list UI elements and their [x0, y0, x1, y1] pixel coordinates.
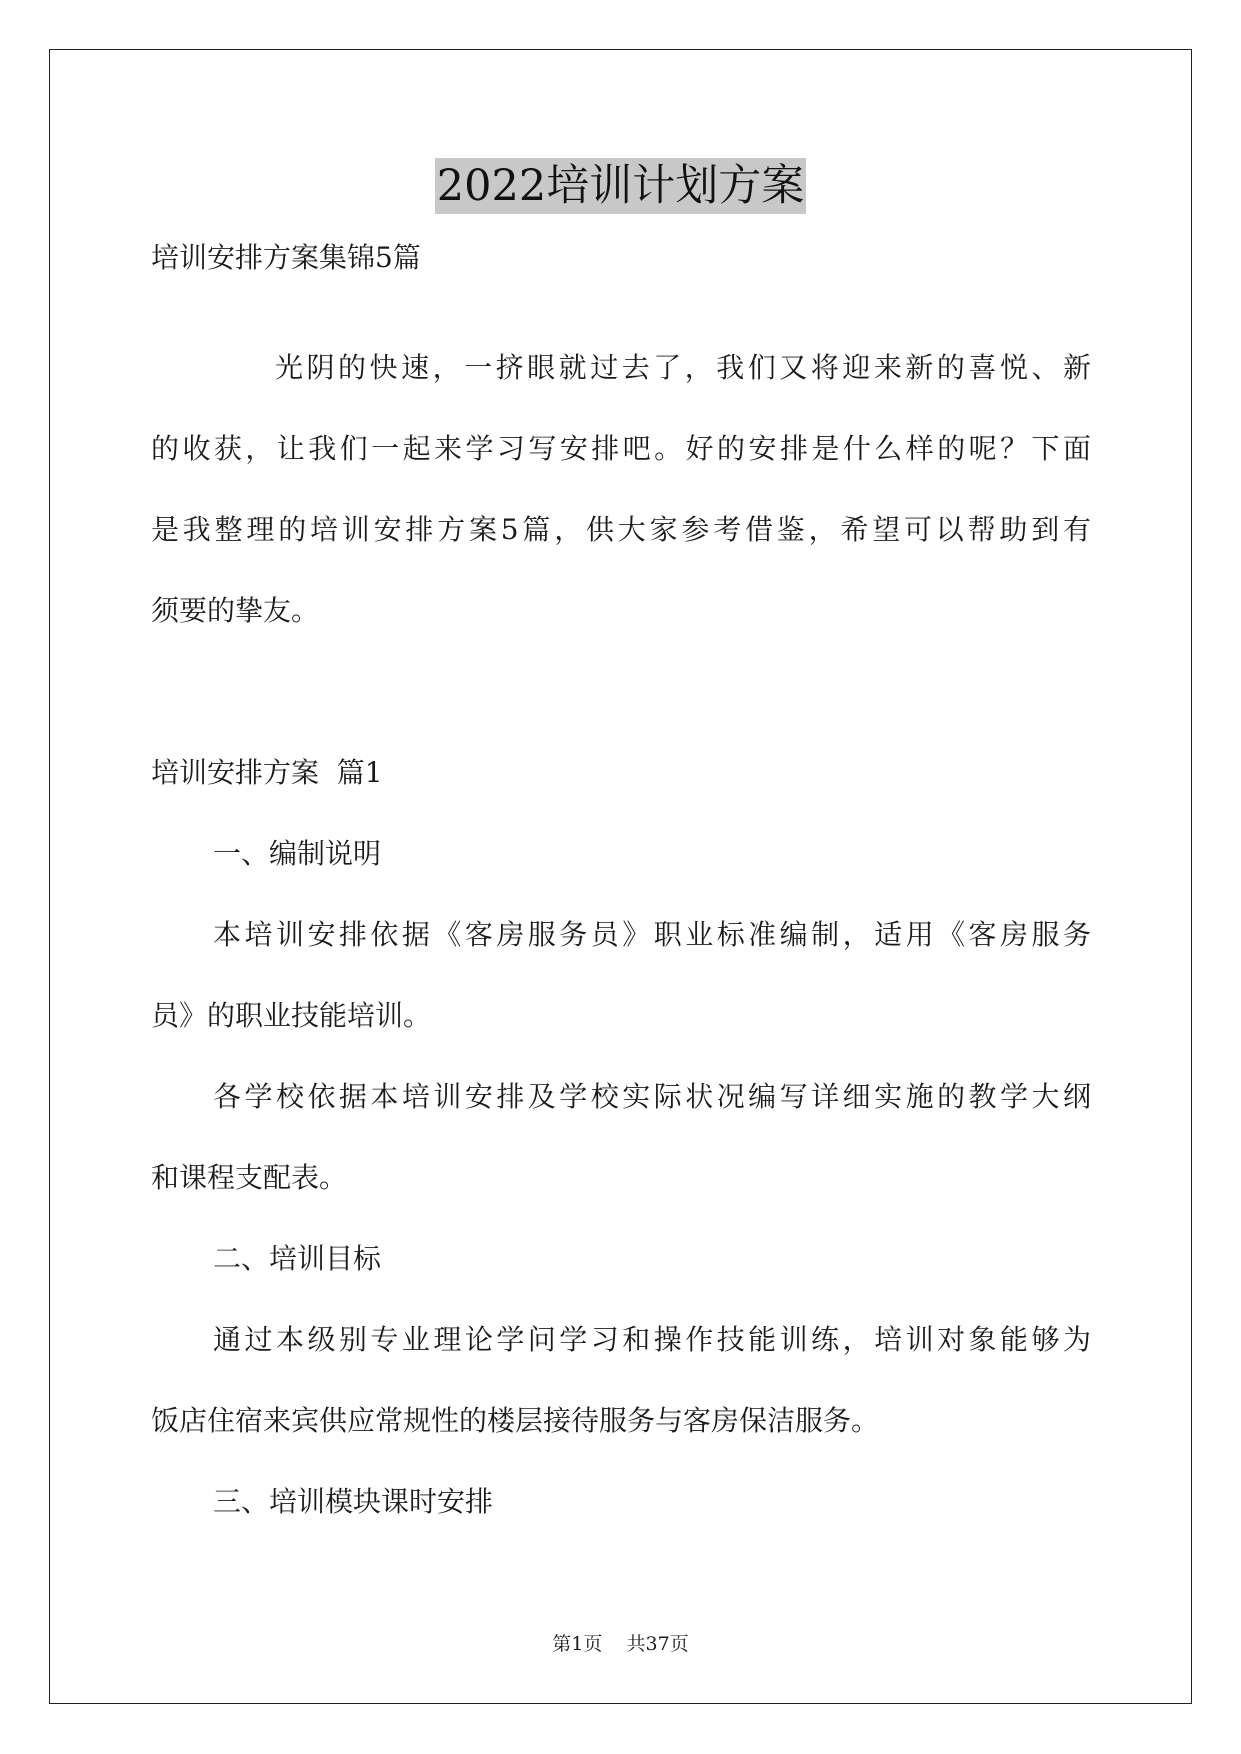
paragraph-line: 光阴的快速，一挤眼就过去了，我们又将迎来新的喜悦、新: [275, 351, 1091, 384]
section-heading: 培训安排方案集锦5篇: [151, 241, 421, 274]
page-number: 第1页: [552, 1633, 603, 1655]
page-total: 共37页: [626, 1633, 689, 1655]
document-title: 2022培训计划方案: [435, 158, 806, 214]
paragraph-line: 是我整理的培训安排方案5篇，供大家参考借鉴，希望可以帮助到有: [151, 513, 1091, 546]
title-container: [0, 158, 1241, 214]
subsection-heading: 二、培训目标: [213, 1242, 382, 1275]
paragraph-line: 员》的职业技能培训。: [151, 999, 432, 1032]
paragraph-line: 各学校依据本培训安排及学校实际状况编写详细实施的教学大纲: [213, 1080, 1091, 1113]
subsection-heading: 三、培训模块课时安排: [213, 1485, 494, 1518]
section-heading: 培训安排方案 篇1: [151, 756, 383, 789]
paragraph-line: 本培训安排依据《客房服务员》职业标准编制，适用《客房服务: [213, 918, 1091, 951]
paragraph-line: 的收获，让我们一起来学习写安排吧。好的安排是什么样的呢？下面: [151, 432, 1091, 465]
paragraph-line: 须要的挚友。: [151, 594, 320, 627]
page-footer: [0, 1631, 1241, 1657]
page-border: [49, 49, 1192, 1704]
subsection-heading: 一、编制说明: [213, 837, 382, 870]
paragraph-line: 通过本级别专业理论学问学习和操作技能训练，培训对象能够为: [213, 1323, 1091, 1356]
paragraph-line: 和课程支配表。: [151, 1161, 348, 1194]
paragraph-line: 饭店住宿来宾供应常规性的楼层接待服务与客房保洁服务。: [151, 1404, 880, 1437]
